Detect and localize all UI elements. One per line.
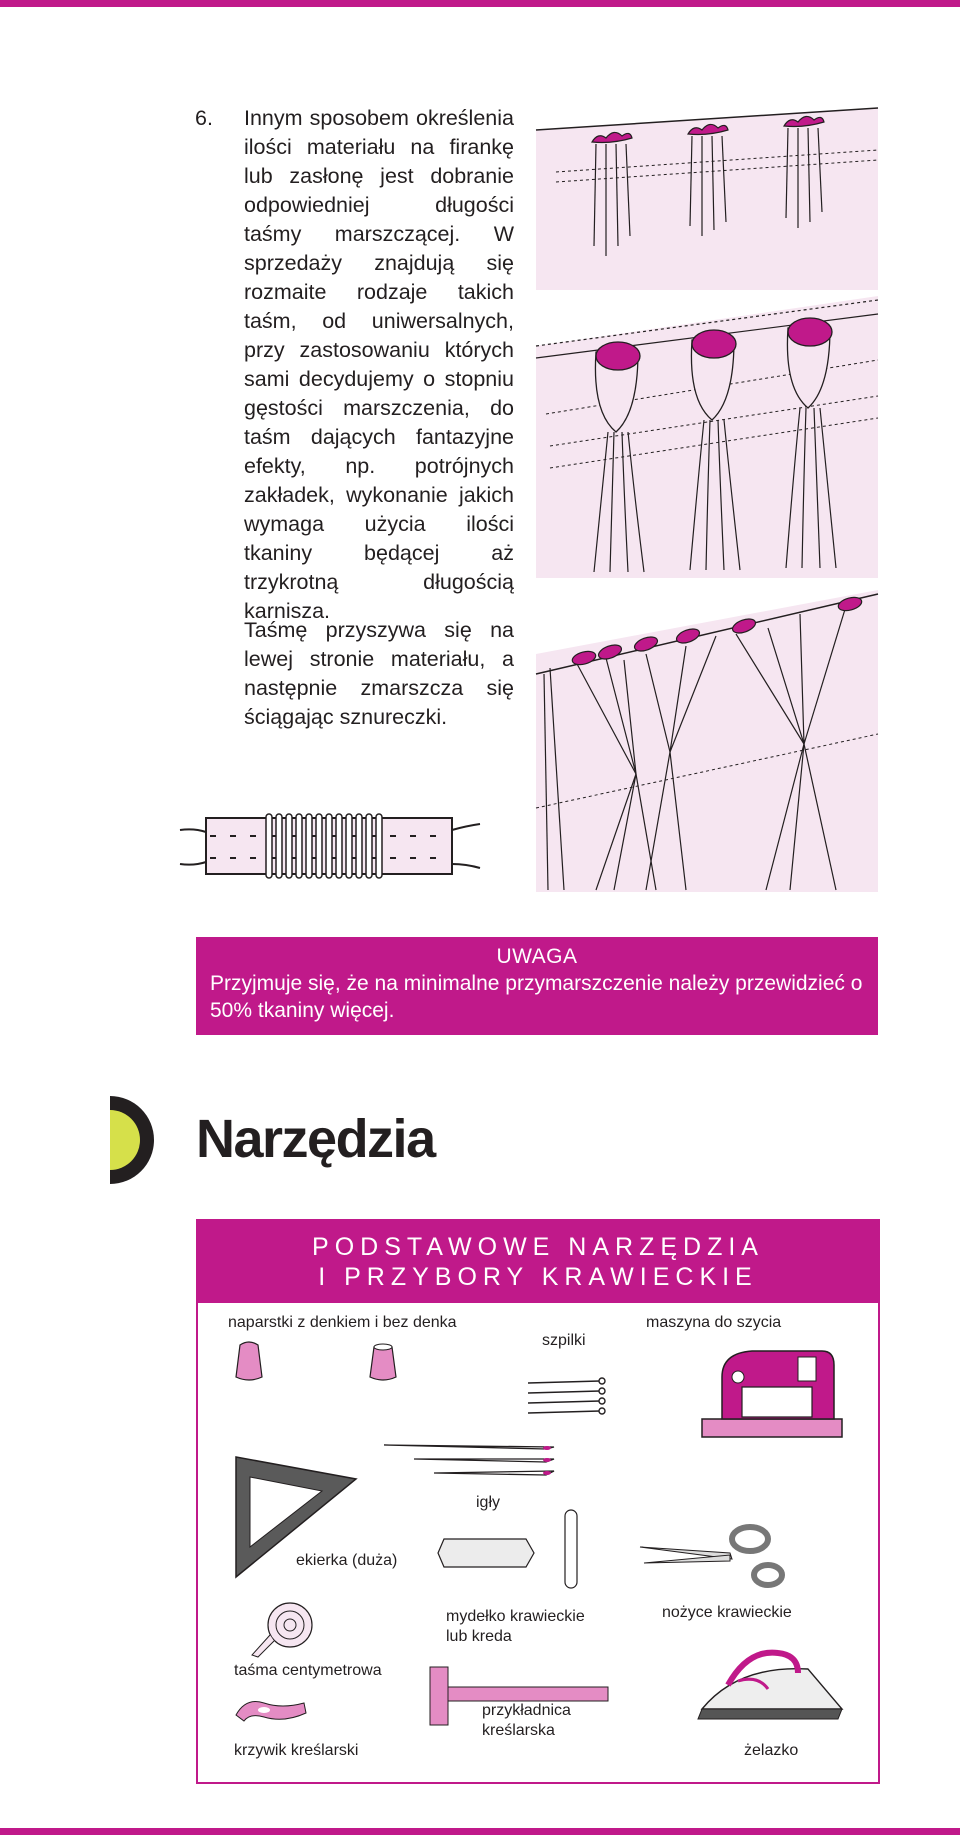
label-tape: taśma centymetrowa bbox=[234, 1662, 382, 1679]
step-paragraph: Innym sposobem określenia ilości materiału na firankę lub zasłonę jest dobranie odpowiedniej długości taśmy marszczącej. W sprzedaży znajdują się rozmaite rodzaje takich taśm, od uniwersalnych, przy zastosowaniu których sami decydujemy o stopniu gęstości marszczenia, do taśm dających fantazyjne efekty, np. potrójnych zakładek, wykonanie jakich wymaga użycia ilości tkaniny będącej aż trzykrotną długością karnisza. bbox=[244, 106, 514, 623]
set-square-icon bbox=[236, 1457, 360, 1581]
label-ruler-line1: przykładnica bbox=[482, 1702, 571, 1719]
pleat-illustration-top bbox=[536, 106, 878, 292]
scissors-icon bbox=[640, 1517, 786, 1591]
label-chalk-line2: lub kreda bbox=[446, 1628, 512, 1645]
iron-icon bbox=[698, 1645, 848, 1731]
note-text: Przyjmuje się, że na minimalne przymarszczenie należy przewidzieć o 50% tkaniny więcej. bbox=[210, 972, 863, 1022]
top-accent-bar bbox=[0, 0, 960, 7]
tape-measure-icon bbox=[250, 1599, 316, 1659]
chalk-pencil-icon bbox=[564, 1509, 578, 1589]
label-ruler-line2: kreślarska bbox=[482, 1722, 555, 1739]
tools-box bbox=[196, 1219, 880, 1784]
label-needles: igły bbox=[476, 1494, 501, 1511]
label-chalk bbox=[446, 1607, 585, 1647]
label-sewing-machine: maszyna do szycia bbox=[646, 1314, 782, 1331]
step-paragraph-2: Taśmę przyszywa się na lewej stronie materiału, a następnie zmarszcza się ściągając sznureczki. bbox=[244, 618, 514, 729]
section-marker-icon bbox=[110, 1096, 156, 1184]
bottom-accent-bar bbox=[0, 1828, 960, 1835]
note-box bbox=[196, 937, 878, 1035]
pleat-illustration-middle bbox=[536, 296, 878, 580]
step-number: 6. bbox=[195, 106, 213, 130]
needles-icon bbox=[384, 1441, 560, 1481]
note-title: UWAGA bbox=[496, 945, 578, 968]
gathering-tape-illustration bbox=[180, 812, 480, 882]
tools-header bbox=[198, 1221, 878, 1303]
label-scissors: nożyce krawieckie bbox=[662, 1604, 792, 1621]
label-thimbles: naparstki z denkiem i bez denka bbox=[228, 1314, 457, 1331]
tools-header-line1: PODSTAWOWE NARZĘDZIA bbox=[312, 1233, 764, 1261]
label-iron: żelazko bbox=[744, 1742, 799, 1759]
french-curve-icon bbox=[234, 1695, 308, 1725]
thimble-icon bbox=[234, 1341, 264, 1381]
section-title: Narzędzia bbox=[196, 1109, 435, 1169]
label-curve: krzywik kreślarski bbox=[234, 1742, 359, 1759]
pins-icon bbox=[528, 1379, 608, 1421]
pleat-illustration-bottom bbox=[536, 584, 878, 894]
chalk-icon bbox=[436, 1533, 538, 1573]
label-pins: szpilki bbox=[542, 1332, 586, 1349]
sewing-machine-icon bbox=[702, 1337, 850, 1447]
tools-header-line2: I PRZYBORY KRAWIECKIE bbox=[318, 1263, 758, 1291]
label-chalk-line1: mydełko krawieckie bbox=[446, 1608, 585, 1625]
thimble-open-icon bbox=[368, 1341, 398, 1381]
label-set-square: ekierka (duża) bbox=[296, 1552, 398, 1569]
t-ruler-icon bbox=[430, 1667, 610, 1727]
